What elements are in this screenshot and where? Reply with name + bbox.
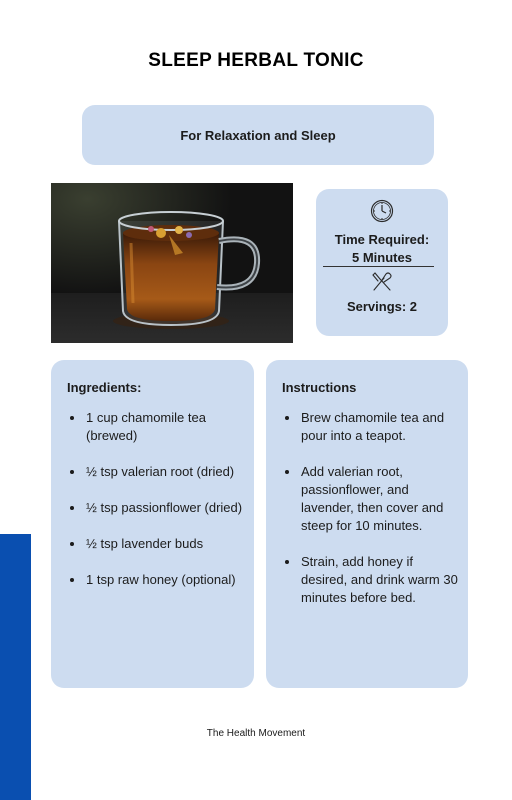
tea-photo [51, 183, 293, 343]
list-item: ½ tsp passionflower (dried) [67, 499, 244, 517]
ingredients-heading: Ingredients: [67, 380, 142, 395]
instructions-panel [266, 360, 468, 688]
time-value: 5 Minutes [352, 250, 412, 265]
subtitle-banner [82, 105, 434, 165]
ingredients-list [67, 409, 244, 607]
accent-bar [0, 534, 31, 800]
page-title: SLEEP HERBAL TONIC [148, 50, 364, 71]
fork-knife-icon [369, 269, 395, 295]
list-item: 1 tsp raw honey (optional) [67, 571, 244, 589]
ingredients-panel [51, 360, 254, 688]
list-item: ½ tsp valerian root (dried) [67, 463, 244, 481]
clock-icon [370, 199, 394, 223]
instructions-heading: Instructions [282, 380, 357, 395]
time-label: Time Required: [334, 232, 430, 247]
footer-brand: The Health Movement [206, 728, 306, 739]
list-item: Brew chamomile tea and pour into a teapot. [282, 409, 458, 445]
list-item: Strain, add honey if desired, and drink warm 30 minutes before bed. [282, 553, 458, 607]
info-divider [323, 266, 434, 267]
list-item: Add valerian root, passionflower, and lavender, then cover and steep for 10 minutes. [282, 463, 458, 535]
subtitle-text: For Relaxation and Sleep [180, 127, 336, 143]
servings: Servings: 2 [346, 299, 418, 314]
instructions-list [282, 409, 458, 625]
time-required [316, 231, 448, 267]
info-card [316, 189, 448, 336]
list-item: ½ tsp lavender buds [67, 535, 244, 553]
list-item: 1 cup chamomile tea (brewed) [67, 409, 244, 445]
